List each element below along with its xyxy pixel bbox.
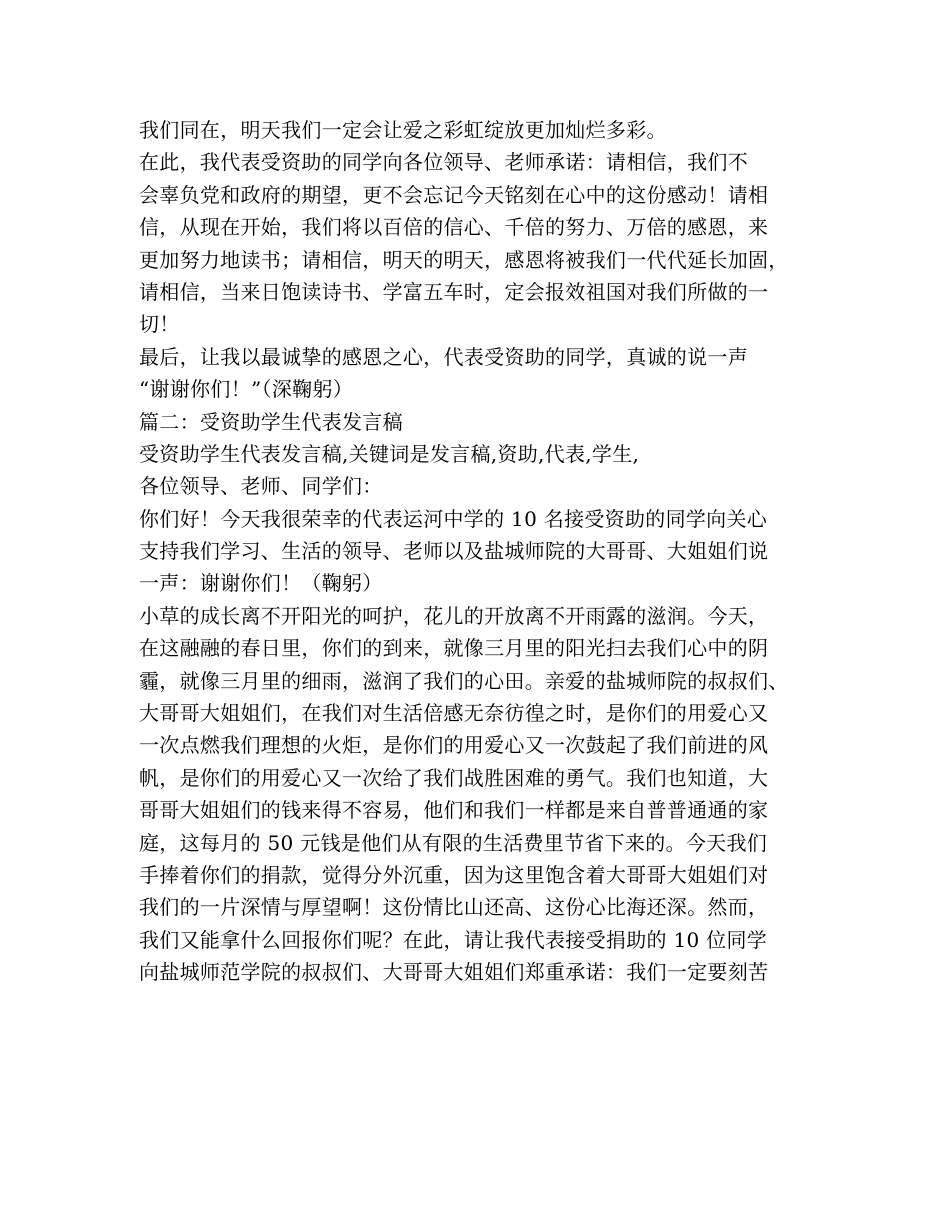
text-line: 在此，我代表受资助的同学向各位领导、老师承诺：请相信，我们不 xyxy=(139,150,748,175)
text-line: 各位领导、老师、同学们： xyxy=(139,474,383,499)
document-body xyxy=(139,114,829,989)
text-line: 我们的一片深情与厚望啊！这份情比山还高、这份心比海还深。然而， xyxy=(139,895,769,920)
section-heading: 篇二：受资助学生代表发言稿 xyxy=(139,409,403,434)
text-line: 支持我们学习、生活的领导、老师以及盐城师院的大哥哥、大姐姐们说 xyxy=(139,539,769,564)
text-line: 帆，是你们的用爱心又一次给了我们战胜困难的勇气。我们也知道，大 xyxy=(139,765,769,790)
text-line: 小草的成长离不开阳光的呵护，花儿的开放离不开雨露的滋润。今天， xyxy=(139,603,769,628)
text-line: 更加努力地读书；请相信，明天的明天，感恩将被我们一代代延长加固， xyxy=(139,247,789,272)
text-line: 手捧着你们的捐款，觉得分外沉重，因为这里饱含着大哥哥大姐姐们对 xyxy=(139,862,769,887)
text-line: 我们又能拿什么回报你们呢？在此，请让我代表接受捐助的 10 位同学 xyxy=(139,927,768,952)
text-line: 大哥哥大姐姐们，在我们对生活倍感无奈彷徨之时，是你们的用爱心又 xyxy=(139,701,769,726)
text-line: 会辜负党和政府的期望，更不会忘记今天铭刻在心中的这份感动！请相 xyxy=(139,182,769,207)
text-line: 切！ xyxy=(139,312,180,337)
text-line: 最后，让我以最诚挚的感恩之心，代表受资助的同学，真诚的说一声 xyxy=(139,344,748,369)
text-line: 你们好！今天我很荣幸的代表运河中学的 10 名接受资助的同学向关心 xyxy=(139,506,768,531)
text-line: “谢谢你们！”（深鞠躬） xyxy=(139,377,354,402)
text-line: 我们同在，明天我们一定会让爱之彩虹绽放更加灿烂多彩。 xyxy=(139,118,667,142)
text-line: 哥哥大姐姐们的钱来得不容易，他们和我们一样都是来自普普通通的家 xyxy=(139,798,769,823)
text-line: 向盐城师范学院的叔叔们、大哥哥大姐姐们郑重承诺：我们一定要刻苦 xyxy=(139,960,769,985)
text-line: 在这融融的春日里，你们的到来，就像三月里的阳光扫去我们心中的阴 xyxy=(139,636,769,661)
text-line: 信，从现在开始，我们将以百倍的信心、千倍的努力、万倍的感恩，来 xyxy=(139,215,769,240)
text-line: 请相信，当来日饱读诗书、学富五车时，定会报效祖国对我们所做的一 xyxy=(139,279,769,304)
text-line: 一次点燃我们理想的火炬，是你们的用爱心又一次鼓起了我们前进的风 xyxy=(139,733,769,758)
text-line: 庭，这每月的 50 元钱是他们从有限的生活费里节省下来的。今天我们 xyxy=(139,830,768,855)
text-line: 霾，就像三月里的细雨，滋润了我们的心田。亲爱的盐城师院的叔叔们、 xyxy=(139,668,789,693)
text-line: 一声：谢谢你们！（鞠躬） xyxy=(139,571,383,596)
text-line: 受资助学生代表发言稿,关键词是发言稿,资助,代表,学生, xyxy=(139,441,640,466)
